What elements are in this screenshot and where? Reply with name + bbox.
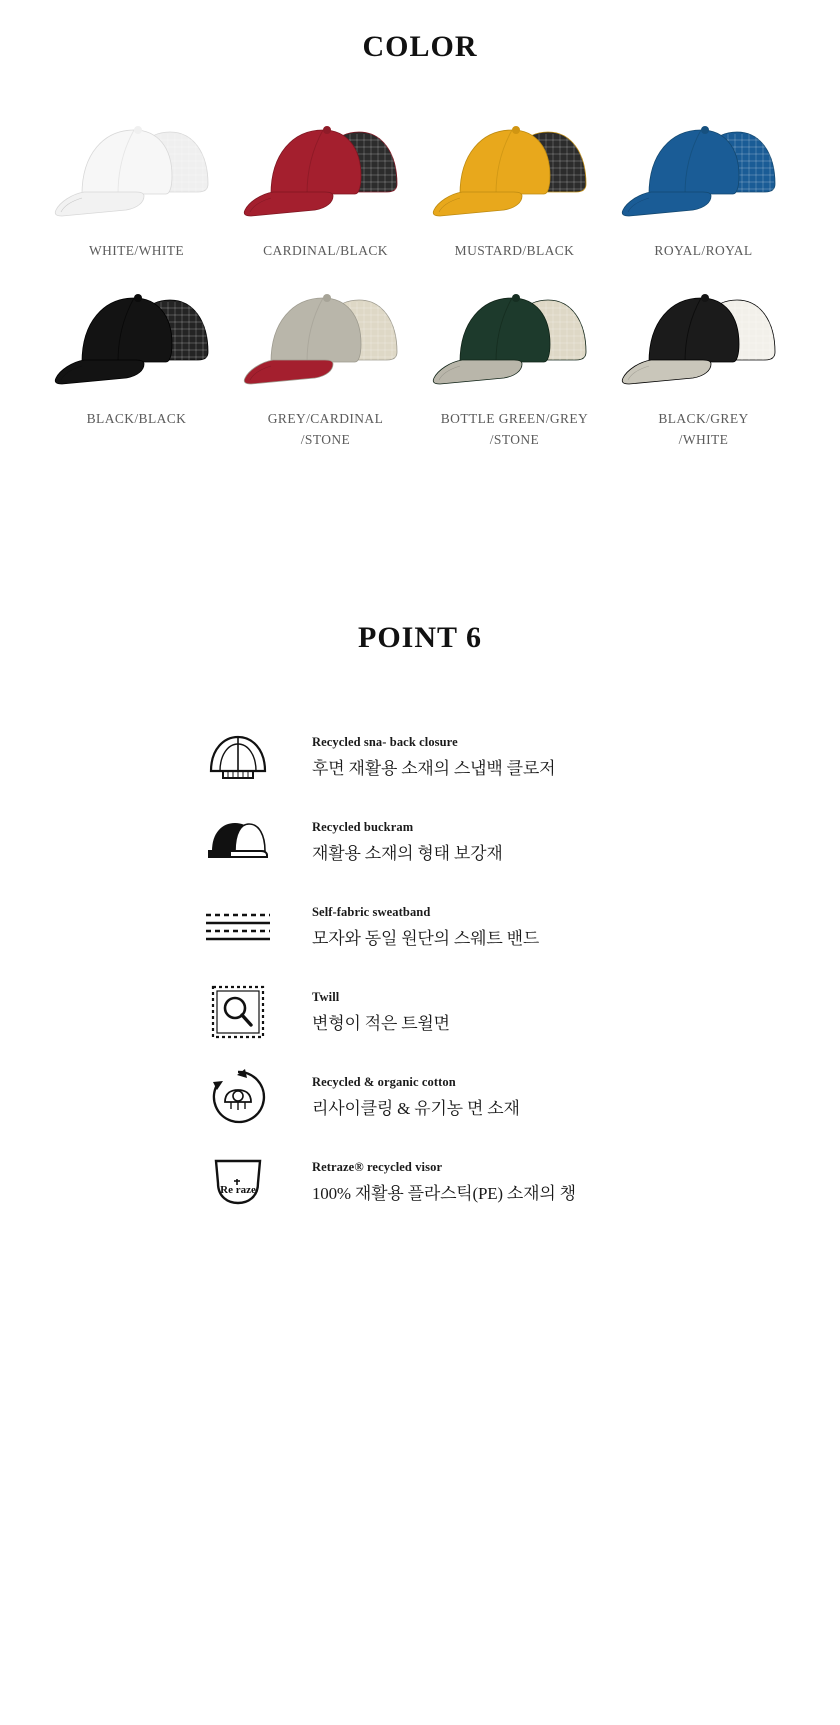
- color-swatch-label: MUSTARD/BLACK: [454, 243, 575, 258]
- point-label-ko: 변형이 적은 트윌면: [312, 1014, 450, 1034]
- color-swatch[interactable]: [420, 114, 609, 262]
- cap-icon: [430, 282, 600, 397]
- cap-icon: [241, 114, 411, 229]
- list-item: [196, 715, 840, 800]
- sweatband-icon: [196, 891, 280, 963]
- cap-icon: [52, 114, 222, 229]
- point-label-en: Self-fabric sweatband: [312, 905, 431, 920]
- point-list: [0, 715, 840, 1225]
- color-swatch-label: BLACK/BLACK: [86, 410, 187, 426]
- cap-image-white-white: [52, 114, 222, 229]
- color-swatch-label: BOTTLE GREEN/GREY /STONE: [440, 410, 589, 447]
- point-label-ko: 재활용 소재의 형태 보강재: [312, 844, 503, 864]
- cap-icon: [619, 282, 789, 397]
- color-swatch[interactable]: [420, 272, 609, 451]
- buckram-cap-icon: [196, 806, 280, 878]
- color-swatch-label: CARDINAL/BLACK: [263, 243, 388, 258]
- point-text: [280, 905, 539, 949]
- list-item: [196, 885, 840, 970]
- retraze-badge-text: Re raze: [220, 1184, 256, 1197]
- cap-image-mustard-black: [430, 114, 600, 229]
- point-label-ko: 모자와 동일 원단의 스웨트 밴드: [312, 929, 540, 949]
- point-text: [280, 1160, 576, 1204]
- color-swatch[interactable]: [609, 114, 798, 262]
- cap-image-royal-royal: [619, 114, 789, 229]
- point-label-ko: 리사이클링 & 유기농 면 소재: [312, 1099, 520, 1119]
- point-text: [280, 820, 503, 864]
- cap-icon: [241, 282, 411, 397]
- list-item: [196, 970, 840, 1055]
- snapback-cap-icon: [196, 721, 280, 793]
- color-swatch[interactable]: [231, 114, 420, 262]
- point-label-en: Recycled sna- back closure: [312, 735, 458, 750]
- point-text: [280, 1075, 520, 1119]
- cap-image-bottle-green-grey-stone: [430, 282, 600, 397]
- color-swatch[interactable]: [609, 272, 798, 451]
- color-swatch-label: GREY/CARDINAL /STONE: [267, 410, 384, 447]
- point-label-en: Recycled & organic cotton: [312, 1075, 456, 1090]
- point-label-en: Recycled buckram: [312, 820, 414, 835]
- point-label-en: Retraze® recycled visor: [312, 1160, 443, 1175]
- cap-image-cardinal-black: [241, 114, 411, 229]
- point-label-en: Twill: [312, 990, 340, 1005]
- color-swatch[interactable]: [42, 114, 231, 262]
- color-swatch[interactable]: [231, 272, 420, 451]
- cap-icon: [430, 114, 600, 229]
- recycled-cotton-icon: [196, 1061, 280, 1133]
- point-section: [0, 621, 840, 1225]
- retraze-visor-icon: [196, 1146, 280, 1218]
- list-item: [196, 800, 840, 885]
- color-swatch[interactable]: [42, 272, 231, 451]
- point-text: [280, 735, 555, 779]
- cap-image-grey-cardinal-stone: [241, 282, 411, 397]
- color-swatch-label: ROYAL/ROYAL: [654, 243, 753, 258]
- cap-icon: [52, 282, 222, 397]
- cap-icon: [619, 114, 789, 229]
- color-swatch-grid: [0, 114, 840, 451]
- page-title: COLOR: [362, 30, 478, 63]
- list-item: [196, 1055, 840, 1140]
- color-section: [0, 0, 840, 451]
- point-label-ko: 100% 재활용 플라스틱(PE) 소재의 챙: [312, 1184, 576, 1204]
- color-swatch-label: BLACK/GREY /WHITE: [658, 410, 749, 447]
- point-section-title: POINT 6: [358, 620, 482, 654]
- list-item: [196, 1140, 840, 1225]
- twill-magnifier-icon: [196, 976, 280, 1048]
- cap-image-black-grey-white: [619, 282, 789, 397]
- cap-image-black-black: [52, 282, 222, 397]
- color-swatch-label: WHITE/WHITE: [88, 243, 185, 258]
- point-text: [280, 990, 450, 1034]
- point-label-ko: 후면 재활용 소재의 스냅백 클로저: [312, 759, 556, 779]
